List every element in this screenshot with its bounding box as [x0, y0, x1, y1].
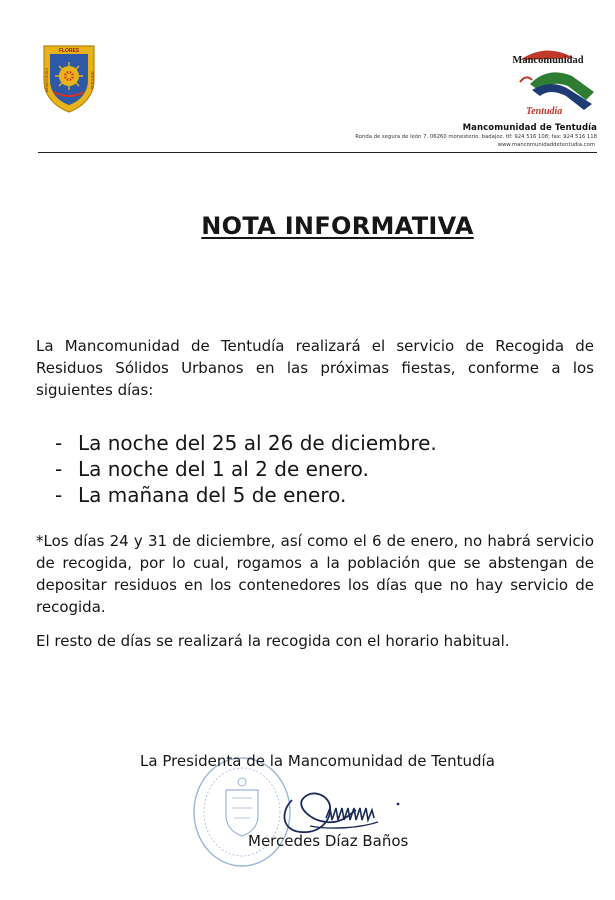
- header-divider: [38, 152, 597, 153]
- signatory-name: Mercedes Díaz Baños: [248, 832, 409, 850]
- crest-left-text: MONESTERIO: [45, 67, 49, 93]
- organization-address: Ronda de segura de león 7. 06260 monesterio. badajoz. tlf: 924 516 108; fax: 924 516 118: [355, 134, 597, 140]
- date-item-text: La noche del 25 al 26 de diciembre.: [78, 431, 437, 455]
- list-item: - La mañana del 5 de enero.: [55, 483, 347, 507]
- note-paragraph: *Los días 24 y 31 de diciembre, así como el 6 de enero, no habrá servicio de recogida, por lo cual, rogamos a la población que se abstengan de depositar residuos en los contenedores los días que no hay servicio de recogida.: [36, 532, 594, 616]
- list-item: - La noche del 25 al 26 de diciembre.: [55, 431, 437, 455]
- date-item-text: La mañana del 5 de enero.: [78, 483, 347, 507]
- municipal-crest-logo: [40, 42, 98, 114]
- signatory-role: La Presidenta de la Mancomunidad de Tentudía: [140, 752, 495, 770]
- crest-right-text: TENTUDIA: [90, 71, 94, 89]
- logo-bottom-text: Tentudía: [526, 106, 563, 117]
- crest-top-text: FLORES: [58, 48, 80, 54]
- organization-website: www.mancomunidaddetentudia.com: [497, 142, 595, 148]
- logo-top-text: Mancomunidad: [512, 55, 584, 66]
- mancomunidad-logo: [502, 44, 600, 122]
- intro-paragraph: La Mancomunidad de Tentudía realizará el servicio de Recogida de Residuos Sólidos Urbanos en las próximas fiestas, conforme a los siguientes días:: [36, 337, 594, 399]
- collection-dates-list: [55, 430, 437, 508]
- rest-paragraph: El resto de días se realizará la recogida con el horario habitual.: [36, 632, 510, 650]
- date-item-text: La noche del 1 al 2 de enero.: [78, 457, 369, 481]
- list-item: - La noche del 1 al 2 de enero.: [55, 457, 369, 481]
- organization-name: Mancomunidad de Tentudía: [462, 123, 597, 133]
- document-title: NOTA INFORMATIVA: [201, 212, 474, 240]
